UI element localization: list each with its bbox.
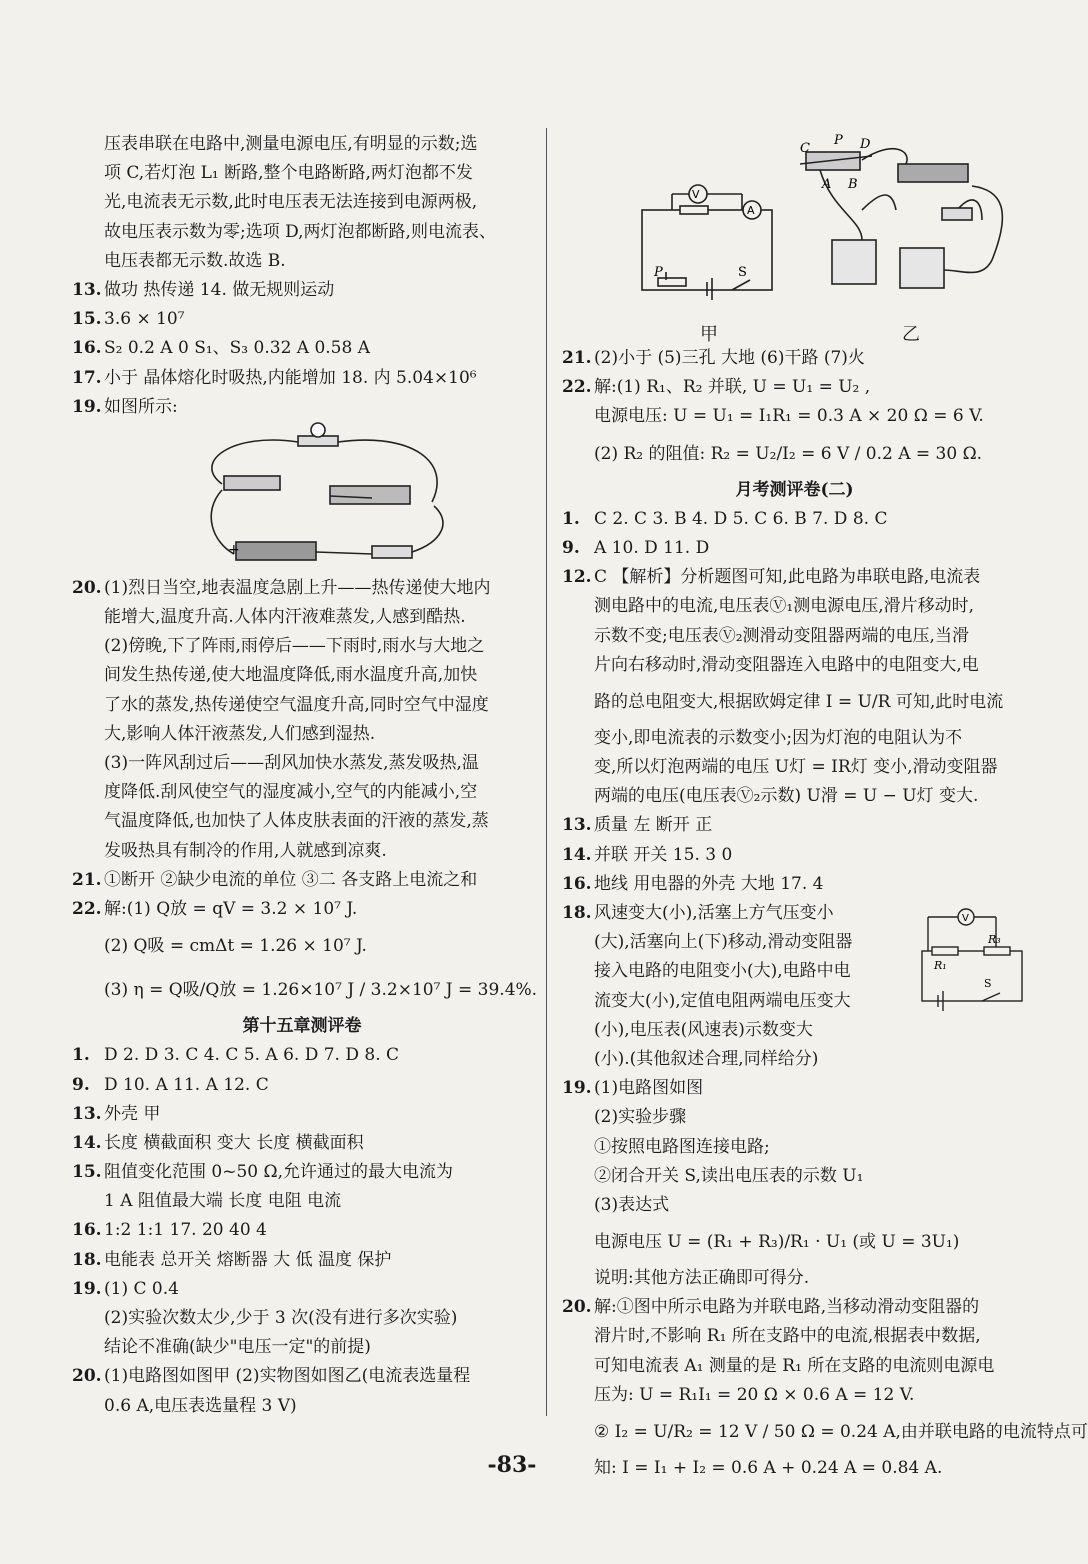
ch15-answer: (2)实验次数太少,少于 3 次(没有进行多次实验) [104, 1308, 458, 1328]
text-line: 测电路中的电流,电压表Ⓥ₁测电源电压,滑片移动时, [594, 596, 975, 617]
monthly-answer: 1. C 2. C 3. B 4. D 5. C 6. B 7. D 8. C [562, 508, 888, 529]
text-line: 压表串联在电路中,测量电源电压,有明显的示数;选 [104, 134, 478, 154]
text-line: 了水的蒸发,热传递使空气温度升高,同时空气中湿度 [104, 694, 489, 715]
circuit-figures [562, 130, 1027, 344]
ch15-answer: 14. 长度 横截面积 变大 长度 横截面积 [72, 1132, 364, 1153]
text-line: ②闭合开关 S,读出电压表的示数 U₁ [594, 1165, 864, 1186]
text-line: 发吸热具有制冷的作用,人就感到凉爽. [104, 840, 387, 861]
formula-line: 电源电压 U = (R₁ + R₃)/R₁ · U₁ (或 U = 3U₁) [594, 1232, 960, 1253]
circuit-figure-19 [72, 422, 532, 574]
text-line: (小),电压表(风速表)示数变大 [594, 1019, 813, 1040]
text-line: (2)实验步骤 [594, 1107, 687, 1128]
answer-14: 14. 并联 开关 15. 3 0 [562, 844, 733, 865]
text-line: 大,影响人体汗液蒸发,人们感到湿热. [104, 723, 376, 744]
slider-label: P [654, 265, 663, 280]
r1-label: R₁ [934, 959, 947, 972]
figure-label-yi: 乙 [902, 324, 920, 345]
voltmeter-label: V [692, 188, 700, 201]
text-line: 电源电压: U = U₁ = I₁R₁ = 0.3 A × 20 Ω = 6 V. [594, 406, 984, 427]
text-line: 气温度降低,也加快了人体皮肤表面的汗液的蒸发,蒸 [104, 811, 489, 832]
switch-label: S [984, 977, 992, 990]
voltmeter-label: V [962, 913, 969, 924]
page-number: -83- [487, 1452, 537, 1478]
r3-label: R₃ [988, 933, 1001, 946]
ch15-answer: 18. 电能表 总开关 熔断器 大 低 温度 保护 [72, 1249, 392, 1270]
answer-17: 17. 小于 晶体熔化时吸热,内能增加 18. 内 5.04×10⁶ [72, 367, 477, 388]
answer-21: 21. ①断开 ②缺少电流的单位 ③二 各支路上电流之和 [72, 869, 478, 890]
text-line: (2)傍晚,下了阵雨,雨停后——下雨时,雨水与大地之 [104, 636, 485, 657]
text-line: 路的总电阻变大,根据欧姆定律 I = U/R 可知,此时电流 [594, 691, 1004, 712]
answer-20: 20. (1)烈日当空,地表温度急剧上升——热传递使大地内 [72, 577, 491, 598]
ch15-answer: 15. 阻值变化范围 0~50 Ω,允许通过的最大电流为 [72, 1162, 453, 1183]
text-line: 光,电流表无示数,此时电压表无法连接到电源两极, [104, 192, 478, 213]
answer-19: 19. 如图所示: [72, 396, 178, 417]
text-line: 压为: U = R₁I₁ = 20 Ω × 0.6 A = 12 V. [594, 1384, 915, 1405]
section-title: 第十五章测评卷 [242, 1016, 362, 1037]
answer-20: 20. 解:①图中所示电路为并联电路,当移动滑动变阻器的 [562, 1297, 980, 1318]
text-line: 变,所以灯泡两端的电压 U灯 = IR灯 变小,滑动变阻器 [594, 757, 998, 778]
ch15-answer: 1 A 阻值最大端 长度 电阻 电流 [104, 1191, 342, 1212]
terminal-d: D [860, 137, 871, 152]
section-title: 月考测评卷(二) [735, 479, 854, 500]
circuit-jia-yi [562, 130, 1027, 344]
text-line: 可知电流表 A₁ 测量的是 R₁ 所在支路的电流则电源电 [594, 1355, 995, 1376]
text-line: 滑片时,不影响 R₁ 所在支路中的电流,根据表中数据, [594, 1326, 981, 1347]
text-line: 能增大,温度升高.人体内汗液难蒸发,人感到酷热. [104, 607, 466, 628]
text-line: (2) Q吸 = cmΔt = 1.26 × 10⁷ J. [104, 936, 367, 957]
answer-13: 13. 做功 热传递 14. 做无规则运动 [72, 279, 335, 300]
monthly-answer: 9. A 10. D 11. D [562, 537, 710, 558]
text-line: 变小,即电流表的示数变小;因为灯泡的电阻认为不 [594, 727, 963, 748]
text-line: 流变大(小),定值电阻两端电压变大 [594, 990, 851, 1011]
text-line: 度降低.刮风使空气的湿度减小,空气的内能减小,空 [104, 782, 478, 803]
answer-16: 16. 地线 用电器的外壳 大地 17. 4 [562, 873, 824, 894]
switch-label: S [738, 265, 747, 280]
text-line: 电压表都无示数.故选 B. [104, 250, 286, 271]
ch15-answer: 9. D 10. A 11. A 12. C [72, 1074, 269, 1095]
figure-label-jia: 甲 [700, 324, 718, 345]
answer-15: 15. 3.6 × 10⁷ [72, 309, 185, 330]
svg-text:+: + [228, 541, 240, 558]
circuit-figure-18 [918, 903, 1026, 1013]
answer-12: 12. C 【解析】分析题图可知,此电路为串联电路,电流表 [562, 567, 981, 588]
ch15-answer: 结论不准确(缺少"电压一定"的前提) [104, 1337, 371, 1358]
ammeter-label: A [747, 204, 755, 217]
answer-22: 22. 解:(1) R₁、R₂ 并联, U = U₁ = U₂ , [562, 377, 871, 398]
ch15-answer: 1. D 2. D 3. C 4. C 5. A 6. D 7. D 8. C [72, 1045, 400, 1066]
answer-18: 18. 风速变大(小),活塞上方气压变小 (大),活塞向上(下)移动,滑动变阻器 接入电路的电阻变小(大),电路中电 流变大(小),定值电阻两端电压变大 (小),电压表(风速表)示数变大 (小).(其他叙述合理,同样给分) V R₁ R₃ S [562, 899, 1027, 1074]
ch15-answer: 0.6 A,电压表选量程 3 V) [104, 1395, 297, 1416]
answer-22: 22. 解:(1) Q放 = qV = 3.2 × 10⁷ J. [72, 898, 358, 919]
ch15-answer: 16. 1:2 1:1 17. 20 40 4 [72, 1220, 267, 1241]
text-line: 片向右移动时,滑动变阻器连入电路中的电阻变大,电 [594, 654, 979, 675]
text-line: ①按照电路图连接电路; [594, 1136, 770, 1157]
text-line: 知: I = I₁ + I₂ = 0.6 A + 0.24 A = 0.84 A. [594, 1458, 943, 1478]
answer-19: 19. (1)电路图如图 [562, 1078, 704, 1099]
text-line: ② I₂ = U/R₂ = 12 V / 50 Ω = 0.24 A,由并联电路的电流特点可 [594, 1422, 1088, 1442]
ch15-answer: 19. (1) C 0.4 [72, 1278, 179, 1299]
answer-16: 16. S₂ 0.2 A 0 S₁、S₃ 0.32 A 0.58 A [72, 338, 370, 359]
answer-13: 13. 质量 左 断开 正 [562, 815, 713, 836]
text-line: 两端的电压(电压表Ⓥ₂示数) U滑 = U − U灯 变大. [594, 786, 979, 807]
text-line: 故电压表示数为零;选项 D,两灯泡都断路,则电流表、 [104, 221, 496, 242]
ch15-answer: 13. 外壳 甲 [72, 1103, 161, 1124]
text-line: (小).(其他叙述合理,同样给分) [594, 1048, 819, 1069]
text-line: 接入电路的电阻变小(大),电路中电 [594, 961, 851, 982]
text-line: (3)一阵风刮过后——刮风加快水蒸发,蒸发吸热,温 [104, 753, 479, 773]
left-column [72, 130, 538, 1421]
text-line: 示数不变;电压表Ⓥ₂测滑动变阻器两端的电压,当滑 [594, 625, 969, 646]
text-line: (大),活塞向上(下)移动,滑动变阻器 [594, 932, 853, 953]
terminal-a: A [822, 177, 832, 192]
text-line: (2) R₂ 的阻值: R₂ = U₂/I₂ = 6 V / 0.2 A = 30 Ω. [594, 443, 983, 464]
text-line: 项 C,若灯泡 L₁ 断路,整个电路断路,两灯泡都不发 [104, 163, 473, 184]
terminal-p: P [834, 133, 843, 148]
terminal-c: C [800, 141, 810, 156]
column-divider [546, 128, 547, 1416]
answer-21: 21. (2)小于 (5)三孔 大地 (6)干路 (7)火 [562, 348, 865, 368]
text-line: 说明:其他方法正确即可得分. [594, 1268, 810, 1289]
ch15-answer: 20. (1)电路图如图甲 (2)实物图如图乙(电流表选量程 [72, 1366, 471, 1387]
text-line: (3) η = Q吸/Q放 = 1.26×10⁷ J / 3.2×10⁷ J = 39.4%. [104, 980, 538, 1001]
text-line: 间发生热传递,使大地温度降低,雨水温度升高,加快 [104, 665, 478, 686]
right-column [562, 130, 1088, 1483]
circuit-drawing [72, 422, 532, 574]
text-line: (3)表达式 [594, 1194, 670, 1215]
terminal-b: B [848, 177, 858, 192]
